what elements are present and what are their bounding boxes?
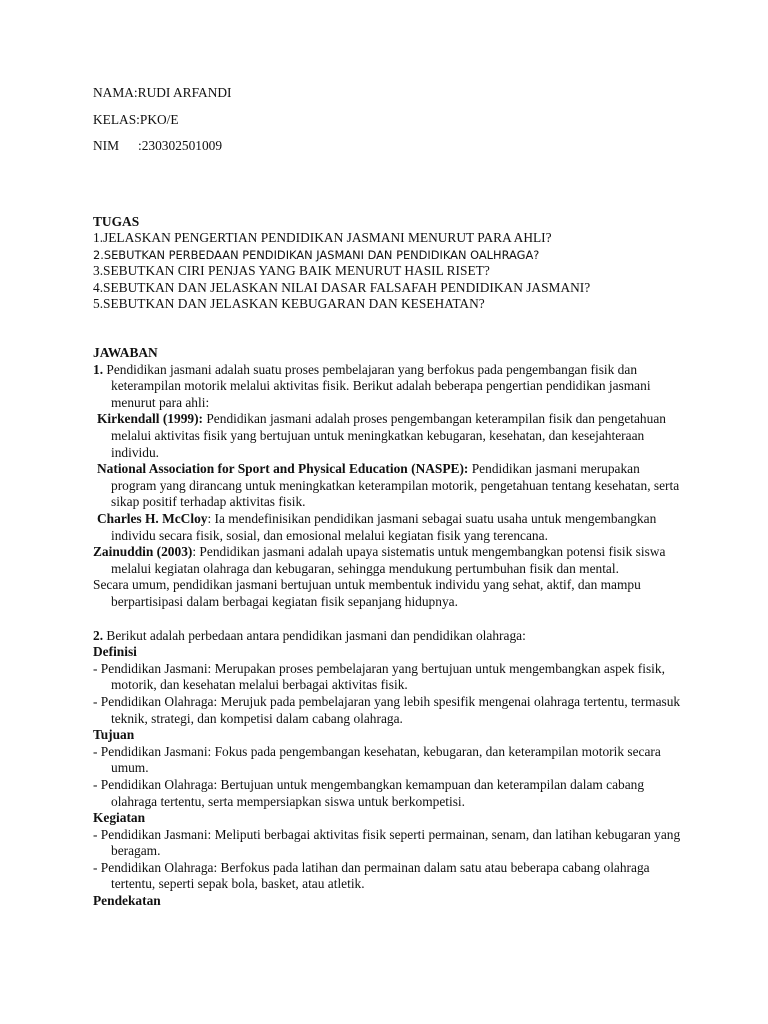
- definisi-item: - Pendidikan Olahraga: Merujuk pada pembelajaran yang lebih spesifik mengenai olahraga tertentu, termasuk teknik, strategi, dan kompetisi dalam cabang olahraga.: [93, 693, 681, 726]
- section-pendekatan-title: Pendekatan: [93, 893, 161, 909]
- expert-kirkendall: Kirkendall (1999): Pendidikan jasmani adalah proses pengembangan keterampilan fisik dan pengetahuan melalui aktivitas fisik yang bertujuan untuk meningkatkan kebugaran, kesehatan, dan kesejahteraan individu.: [97, 411, 666, 460]
- expert-naspe: National Association for Sport and Physical Education (NASPE): Pendidikan jasmani merupakan program yang dirancang untuk meningkatkan keterampilan motorik, pengetahuan tentang kesehatan, serta sikap positif terhadap aktivitas fisik.: [97, 461, 680, 510]
- expert-name: Kirkendall (1999):: [97, 411, 204, 427]
- student-nim: [93, 138, 683, 165]
- kegiatan-item: - Pendidikan Olahraga: Berfokus pada latihan dan permainan dalam satu atau beberapa cabang olahraga tertentu, seperti sepak bola, basket, atau atletik.: [93, 859, 650, 892]
- question-4: 4.SEBUTKAN DAN JELASKAN NILAI DASAR FALSAFAH PENDIDIKAN JASMANI?: [93, 279, 591, 295]
- expert-name: Charles H. McCloy: [97, 511, 208, 526]
- expert-name: Zainuddin (2003): [93, 544, 193, 560]
- nim-label: NIM: [93, 138, 120, 153]
- answer-2-number: 2.: [93, 627, 104, 643]
- expert-zainuddin: Zainuddin (2003): Pendidikan jasmani adalah upaya sistematis untuk mengembangkan potensi fisik siswa melalui kegiatan olahraga dan kebugaran, sehingga mendukung pertumbuhan fisik dan mental.: [93, 544, 666, 576]
- tugas-heading: TUGAS: [93, 213, 140, 229]
- answer-1-number: 1.: [93, 361, 104, 377]
- section-tujuan-title: Tujuan: [93, 727, 135, 743]
- tujuan-item: - Pendidikan Olahraga: Bertujuan untuk mengembangkan kemampuan dan keterampilan dalam cabang olahraga tertentu, serta mempersiapkan siswa untuk berkompetisi.: [93, 776, 645, 809]
- answer-1-intro: 1. Pendidikan jasmani adalah suatu proses pembelajaran yang berfokus pada pengembangan fisik dan keterampilan motorik melalui aktivitas fisik. Berikut adalah beberapa pengertian pendidikan jasmani menurut para ahli:: [93, 361, 651, 410]
- kegiatan-item: - Pendidikan Jasmani: Meliputi berbagai aktivitas fisik seperti permainan, senam, dan latihan kebugaran yang beragam.: [93, 826, 681, 859]
- question-1: 1.JELASKAN PENGERTIAN PENDIDIKAN JASMANI MENURUT PARA AHLI?: [93, 230, 552, 246]
- document-page: [93, 85, 683, 910]
- expert-name: National Association for Sport and Physical Education (NASPE):: [97, 461, 469, 477]
- answer-2-intro: 2. Berikut adalah perbedaan antara pendidikan jasmani dan pendidikan olahraga:: [93, 627, 526, 643]
- question-3: 3.SEBUTKAN CIRI PENJAS YANG BAIK MENURUT HASIL RISET?: [93, 263, 490, 279]
- question-2: 2.SEBUTKAN PERBEDAAN PENDIDIKAN JASMANI DAN PENDIDIKAN OALHRAGA?: [93, 247, 540, 262]
- student-name: NAMA:RUDI ARFANDI: [93, 85, 232, 100]
- definisi-item: - Pendidikan Jasmani: Merupakan proses pembelajaran yang bertujuan untuk mengembangkan aspek fisik, motorik, dan kesehatan melalui berbagai aktivitas fisik.: [93, 660, 665, 693]
- question-5: 5.SEBUTKAN DAN JELASKAN KEBUGARAN DAN KESEHATAN?: [93, 296, 485, 312]
- section-kegiatan-title: Kegiatan: [93, 810, 146, 826]
- answer-1-conclusion: Secara umum, pendidikan jasmani bertujuan untuk membentuk individu yang sehat, aktif, dan mampu berpartisipasi dalam berbagai kegiatan fisik sepanjang hidupnya.: [93, 577, 641, 609]
- tujuan-item: - Pendidikan Jasmani: Fokus pada pengembangan kesehatan, kebugaran, dan keterampilan motorik secara umum.: [93, 743, 661, 776]
- nim-value: :230302501009: [138, 138, 223, 153]
- expert-mccloy: Charles H. McCloy: Ia mendefinisikan pendidikan jasmani sebagai suatu usaha untuk mengembangkan individu secara fisik, sosial, dan emosional melalui kegiatan fisik yang terencana.: [97, 511, 657, 543]
- section-definisi-title: Definisi: [93, 644, 137, 660]
- student-class: KELAS:PKO/E: [93, 111, 179, 127]
- jawaban-heading: JAWABAN: [93, 345, 158, 361]
